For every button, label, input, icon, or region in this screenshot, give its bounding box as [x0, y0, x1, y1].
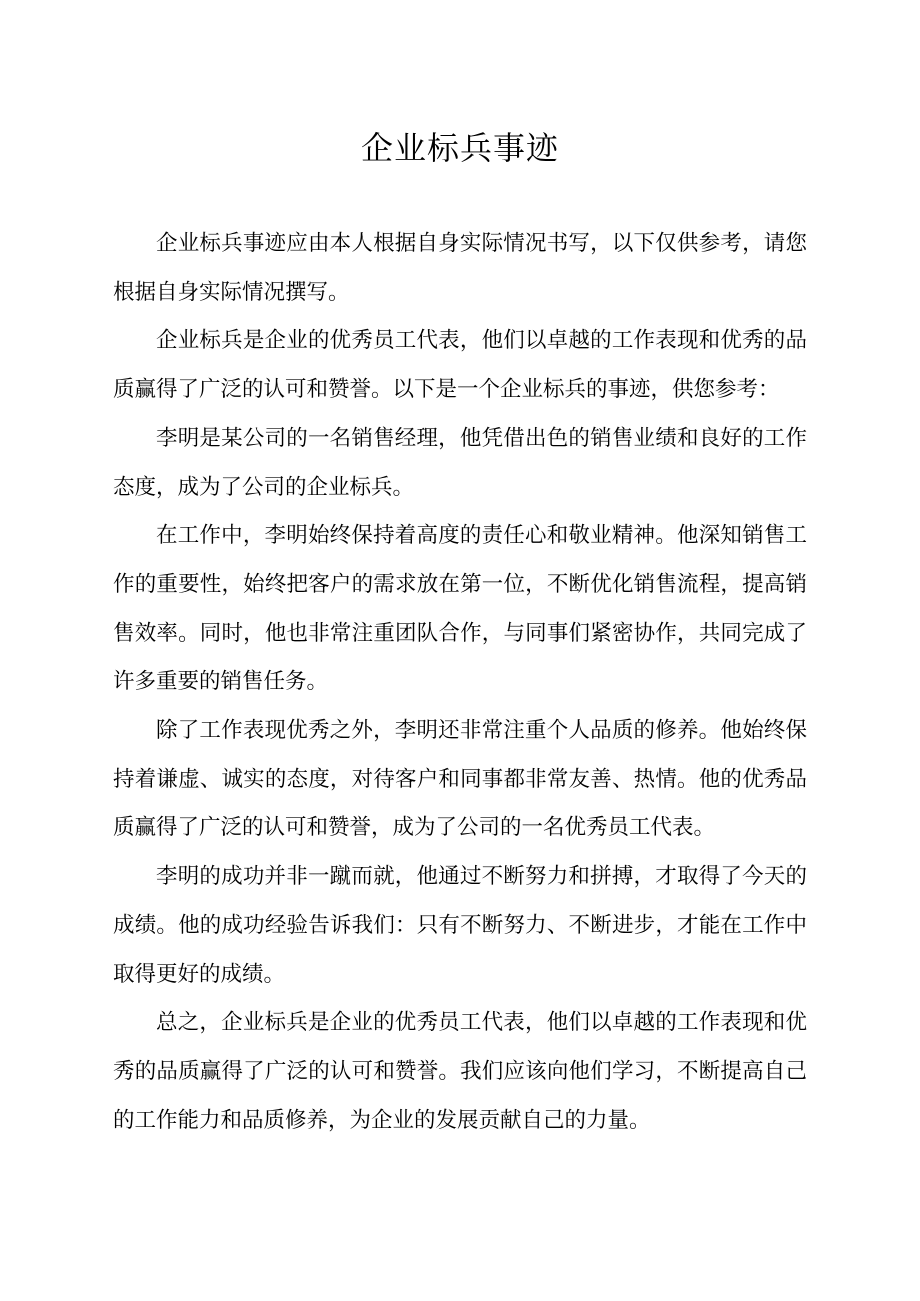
paragraph-character: 除了工作表现优秀之外，李明还非常注重个人品质的修养。他始终保持着谦虚、诚实的态度，对待客户和同事都非常友善、热情。他的优秀品质赢得了广泛的认可和赞誉，成为了公司的一名优秀员工代表。: [113, 718, 807, 841]
paragraph-intro: 企业标兵是企业的优秀员工代表，他们以卓越的工作表现和优秀的品质赢得了广泛的认可和赞誉。以下是一个企业标兵的事迹，供您参考：: [113, 328, 807, 403]
paragraph-disclaimer: 企业标兵事迹应由本人根据自身实际情况书写，以下仅供参考，请您根据自身实际情况撰写。: [113, 231, 807, 305]
paragraph-success: 李明的成功并非一蹴而就，他通过不断努力和拼搏，才取得了今天的成绩。他的成功经验告诉我们：只有不断努力、不断进步，才能在工作中取得更好的成绩。: [113, 864, 807, 987]
paragraph-conclusion: 总之，企业标兵是企业的优秀员工代表，他们以卓越的工作表现和优秀的品质赢得了广泛的认可和赞誉。我们应该向他们学习，不断提高自己的工作能力和品质修养，为企业的发展贡献自己的力量。: [113, 1010, 807, 1133]
document-title: 企业标兵事迹: [360, 129, 559, 167]
paragraph-profile: 李明是某公司的一名销售经理，他凭借出色的销售业绩和良好的工作态度，成为了公司的企业标兵。: [113, 425, 807, 500]
document-body: [113, 220, 807, 1145]
paragraph-work: 在工作中，李明始终保持着高度的责任心和敬业精神。他深知销售工作的重要性，始终把客户的需求放在第一位，不断优化销售流程，提高销售效率。同时，他也非常注重团队合作，与同事们紧密协作，共同完成了许多重要的销售任务。: [113, 523, 807, 695]
